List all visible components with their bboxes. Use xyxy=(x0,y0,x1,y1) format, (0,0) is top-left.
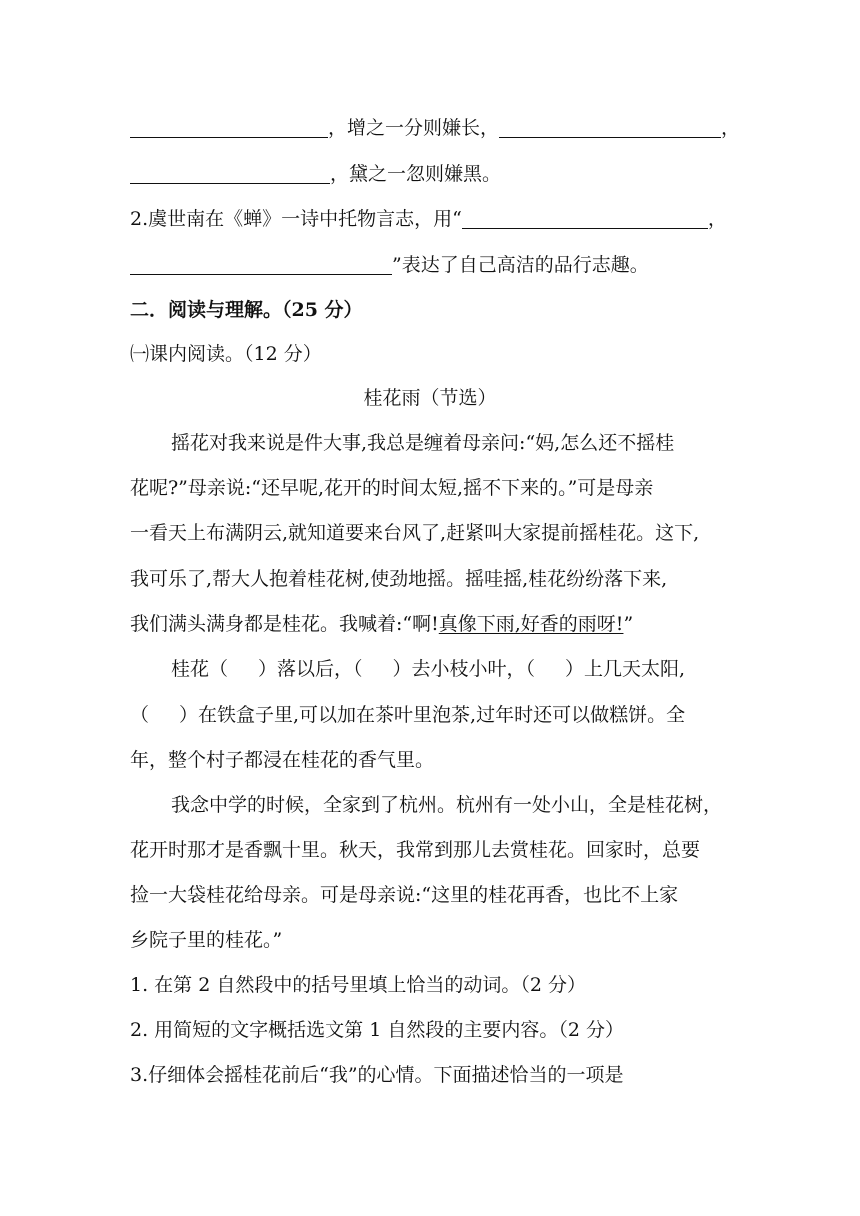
question-2-line-2: ”表达了自己高洁的品行志趣。 xyxy=(130,250,742,280)
passage-p3-line-4: 乡院子里的桂花。” xyxy=(130,929,283,951)
passage-p2-line-2: （ ）在铁盒子里,可以加在茶叶里泡茶,过年时还可以做糕饼。全 xyxy=(130,704,686,726)
section-2-title: 二．阅读与理解。（25 分） xyxy=(130,299,363,321)
passage-p1-line-2: 花呢?”母亲说:“还早呢,花开的时间太短,摇不下来的。”可是母亲 xyxy=(130,477,654,499)
answer-blank[interactable] xyxy=(499,115,721,138)
question-3: 3.仔细体会摇桂花前后“我”的心情。下面描述恰当的一项是 xyxy=(130,1064,624,1086)
underlined-sentence: 真像下雨,好香的雨呀! xyxy=(438,613,624,635)
answer-blank[interactable] xyxy=(130,252,392,275)
passage-p1-line-1: 摇花对我来说是件大事,我总是缠着母亲问:“妈,怎么还不摇桂 xyxy=(171,432,675,454)
passage-p3-line-3: 捡一大袋桂花给母亲。可是母亲说:“这里的桂花再香，也比不上家 xyxy=(130,884,679,906)
answer-blank[interactable] xyxy=(130,115,328,138)
section-2-sub-1: ㈠课内阅读。（12 分） xyxy=(130,343,322,365)
question-2-line-1: 2.虞世南在《蝉》一诗中托物言志，用“ ， xyxy=(130,208,727,230)
passage-p1-line-5: 我们满头满身都是桂花。我喊着:“啊!真像下雨,好香的雨呀!” xyxy=(130,613,634,635)
passage-p3-line-2: 花开时那才是香飘十里。秋天，我常到那儿去赏桂花。回家时，总要 xyxy=(130,839,701,861)
answer-blank[interactable] xyxy=(130,161,330,184)
poem-line-1: ，增之一分则嫌长， ， xyxy=(130,113,742,143)
poem-line-2: ，黛之一忽则嫌黑。 xyxy=(130,159,742,189)
passage-title: 桂花雨（节选） xyxy=(363,387,497,409)
passage-p3-line-1: 我念中学的时候，全家到了杭州。杭州有一处小山，全是桂花树， xyxy=(171,794,723,816)
passage-p1-line-4: 我可乐了,帮大人抱着桂花树,使劲地摇。摇哇摇,桂花纷纷落下来, xyxy=(130,568,668,590)
passage-p2-line-1: 桂花（ ）落以后，（ ）去小枝小叶，（ ）上几天太阳, xyxy=(171,658,686,680)
question-1: 1. 在第 2 自然段中的括号里填上恰当的动词。（2 分） xyxy=(130,974,586,996)
passage-p1-line-3: 一看天上布满阴云,就知道要来台风了,赶紧叫大家提前摇桂花。这下, xyxy=(130,522,700,544)
question-2: 2. 用简短的文字概括选文第 1 自然段的主要内容。（2 分） xyxy=(130,1019,624,1041)
answer-blank[interactable] xyxy=(462,206,708,229)
passage-p2-line-3: 年，整个村子都浸在桂花的香气里。 xyxy=(130,749,435,771)
